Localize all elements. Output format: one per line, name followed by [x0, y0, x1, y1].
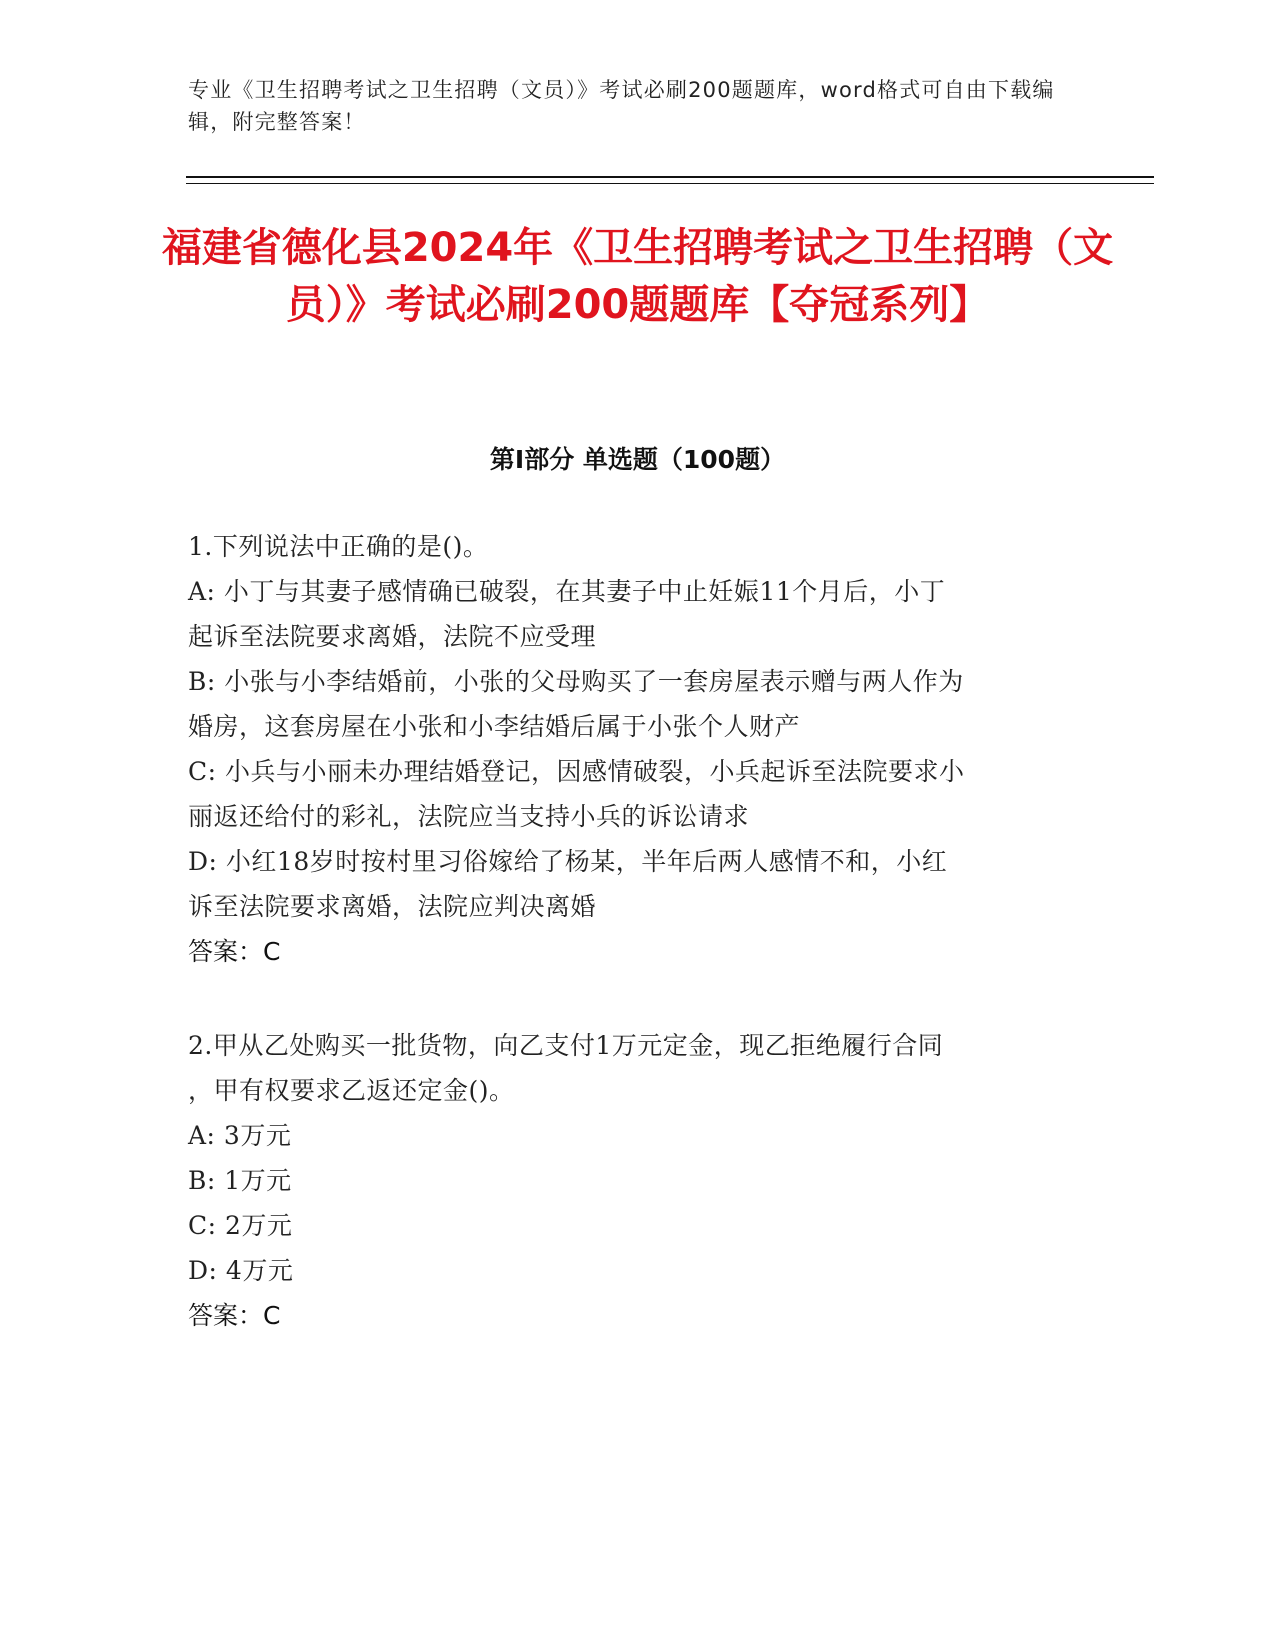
option-d: D: 小红18岁时按村里习俗嫁给了杨某，半年后两人感情不和，小红	[188, 847, 948, 876]
option-c: C: 小兵与小丽未办理结婚登记，因感情破裂，小兵起诉至法院要求小	[188, 757, 965, 786]
header-note: 专业《卫生招聘考试之卫生招聘（文员）》考试必刷200题题库，word格式可自由下载编辑，附完整答案！	[188, 78, 1055, 134]
option-a: A: 小丁与其妻子感情确已破裂，在其妻子中止妊娠11个月后，小丁	[188, 577, 946, 606]
question-stem-continued: ，甲有权要求乙返还定金()。	[188, 1076, 515, 1105]
option-c: C: 2万元	[188, 1211, 293, 1240]
option-b: B: 小张与小李结婚前，小张的父母购买了一套房屋表示赠与两人作为	[188, 667, 964, 696]
section-title: 第Ⅰ部分 单选题（100题）	[489, 445, 786, 474]
option-b: B: 1万元	[188, 1166, 292, 1195]
question-list	[188, 524, 1088, 1387]
option-d-continued: 诉至法院要求离婚，法院应判决离婚	[188, 892, 597, 921]
option-b-continued: 婚房，这套房屋在小张和小李结婚后属于小张个人财产	[188, 712, 801, 741]
option-a-continued: 起诉至法院要求离婚，法院不应受理	[188, 622, 597, 651]
question-2	[188, 1023, 1088, 1338]
option-a: A: 3万元	[188, 1121, 292, 1150]
option-c-continued: 丽返还给付的彩礼，法院应当支持小兵的诉讼请求	[188, 802, 750, 831]
option-d: D: 4万元	[188, 1256, 294, 1285]
question-1	[188, 524, 1088, 974]
question-stem: 2.甲从乙处购买一批货物，向乙支付1万元定金，现乙拒绝履行合同	[188, 1031, 944, 1060]
answer: 答案：C	[188, 937, 281, 966]
header-divider	[186, 176, 1154, 178]
header-divider-thin	[186, 183, 1154, 184]
answer: 答案：C	[188, 1301, 281, 1330]
question-stem: 1.下列说法中正确的是()。	[188, 532, 489, 561]
document-title: 福建省德化县2024年《卫生招聘考试之卫生招聘（文员）》考试必刷200题题库【夺冠系列】	[161, 225, 1114, 328]
